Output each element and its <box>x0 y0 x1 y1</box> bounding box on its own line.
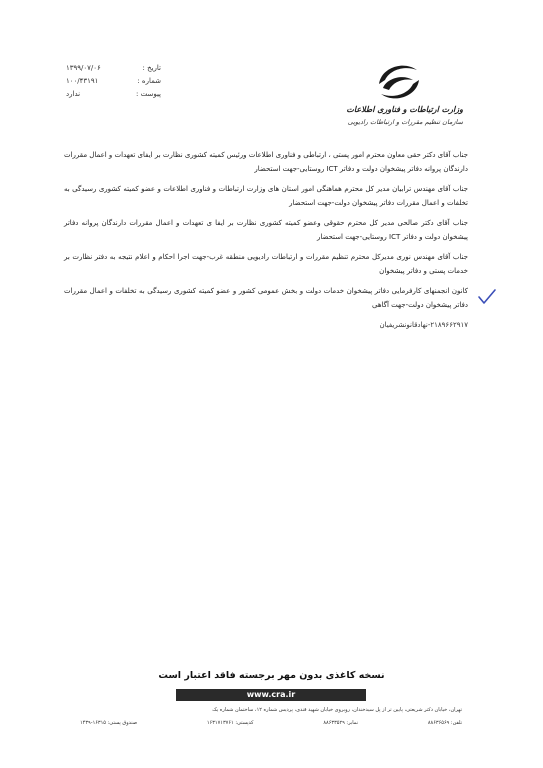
recipient-paragraph: جناب آقای دکتر صالحی مدیر کل محترم حقوقی وعضو کمیته کشوری نظارت بر ایفا ی تعهدات و اعمال مقررات دارندگان پروانه دفاتر پیشخوان دولت و دفاتر ICT روستایی-جهت استحضار <box>64 219 468 241</box>
letter-body <box>64 148 468 332</box>
website-link[interactable]: www.cra.ir <box>176 689 366 701</box>
number-row <box>66 75 161 88</box>
cra-logo-icon <box>373 58 425 106</box>
number-label: شماره : <box>137 77 161 85</box>
footer-contact <box>80 720 462 726</box>
footer-pobox: صندوق پستی: ۱۶۳۱۵-۱۴۳۹ <box>80 720 138 726</box>
signature-line: ۲۱۸۹۶۶۲۹۱۷-نهادقانونشریفیان <box>379 321 468 329</box>
validity-notice: نسخه کاغذی بدون مهر برجسته فاقد اعتبار است <box>158 670 385 681</box>
footer-fax: نمابر: ۸۸۶۳۳۵۲۹ <box>323 720 359 726</box>
organization-name: سازمان تنظیم مقررات و ارتباطات رادیویی <box>347 118 463 126</box>
footer-address: تهران، خیابان دکتر شریعتی، پایین تر از پل سیدخندان، روبروی خیابان شهید قندی، پردیس شماره ۱۲، ساختمان شماره یک <box>212 707 462 713</box>
date-label: تاریخ : <box>142 64 161 72</box>
recipient-paragraph: جناب آقای دکتر حقی معاون محترم امور پستی ، ارتباطی و فناوری اطلاعات ورئیس کمیته کشوری نظارت بر ایفای تعهدات و اعمال مقررات دارندگان پروانه دفاتر پیشخوان دولت و دفاتر ICT روستایی-جهت استحضار <box>64 151 468 173</box>
date-row <box>66 62 161 75</box>
attachment-label: پیوست : <box>136 90 161 98</box>
attachment-row <box>66 88 161 101</box>
checkmark-icon <box>477 288 497 306</box>
letter-meta <box>66 62 161 101</box>
attachment-value: ندارد <box>66 90 81 98</box>
date-value: ۱۳۹۹/۰۷/۰۶ <box>66 64 101 72</box>
recipient-paragraph: جناب آقای مهندس نوری مدیرکل محترم تنظیم مقررات و ارتباطات رادیویی منطقه غرب-جهت اجرا احکام و اعلام نتیجه به دفتر نظارت بر خدمات پستی و دفاتر پیشخوان <box>64 253 468 275</box>
ministry-name: وزارت ارتباطات و فناوری اطلاعات <box>346 104 463 114</box>
recipient-paragraph: جناب آقای مهندس ترابیان مدیر کل محترم هماهنگی امور استان های وزارت ارتباطات و فناوری اطلاعات و عضو کمیته کشوری رسیدگی به تخلفات و اعمال مقررات دفاتر پیشخوان دولت-جهت استحضار <box>64 185 468 207</box>
recipient-paragraph: کانون انجمنهای کارفرمایی دفاتر پیشخوان خدمات دولت و بخش عمومی کشور و عضو کمیته کشوری رسیدگی به تخلفات و اعمال مقررات دفاتر پیشخوان دولت-جهت آگاهی <box>64 287 468 309</box>
number-value: ۱۰۰/۴۳۱۹۱ <box>66 77 99 85</box>
letterhead <box>343 58 463 138</box>
footer-phone: تلفن: ۸۸۶۳۶۵۶۹ <box>427 720 462 726</box>
footer-postal: کدپستی: ۱۶۳۱۷۱۳۷۶۱ <box>206 720 254 726</box>
